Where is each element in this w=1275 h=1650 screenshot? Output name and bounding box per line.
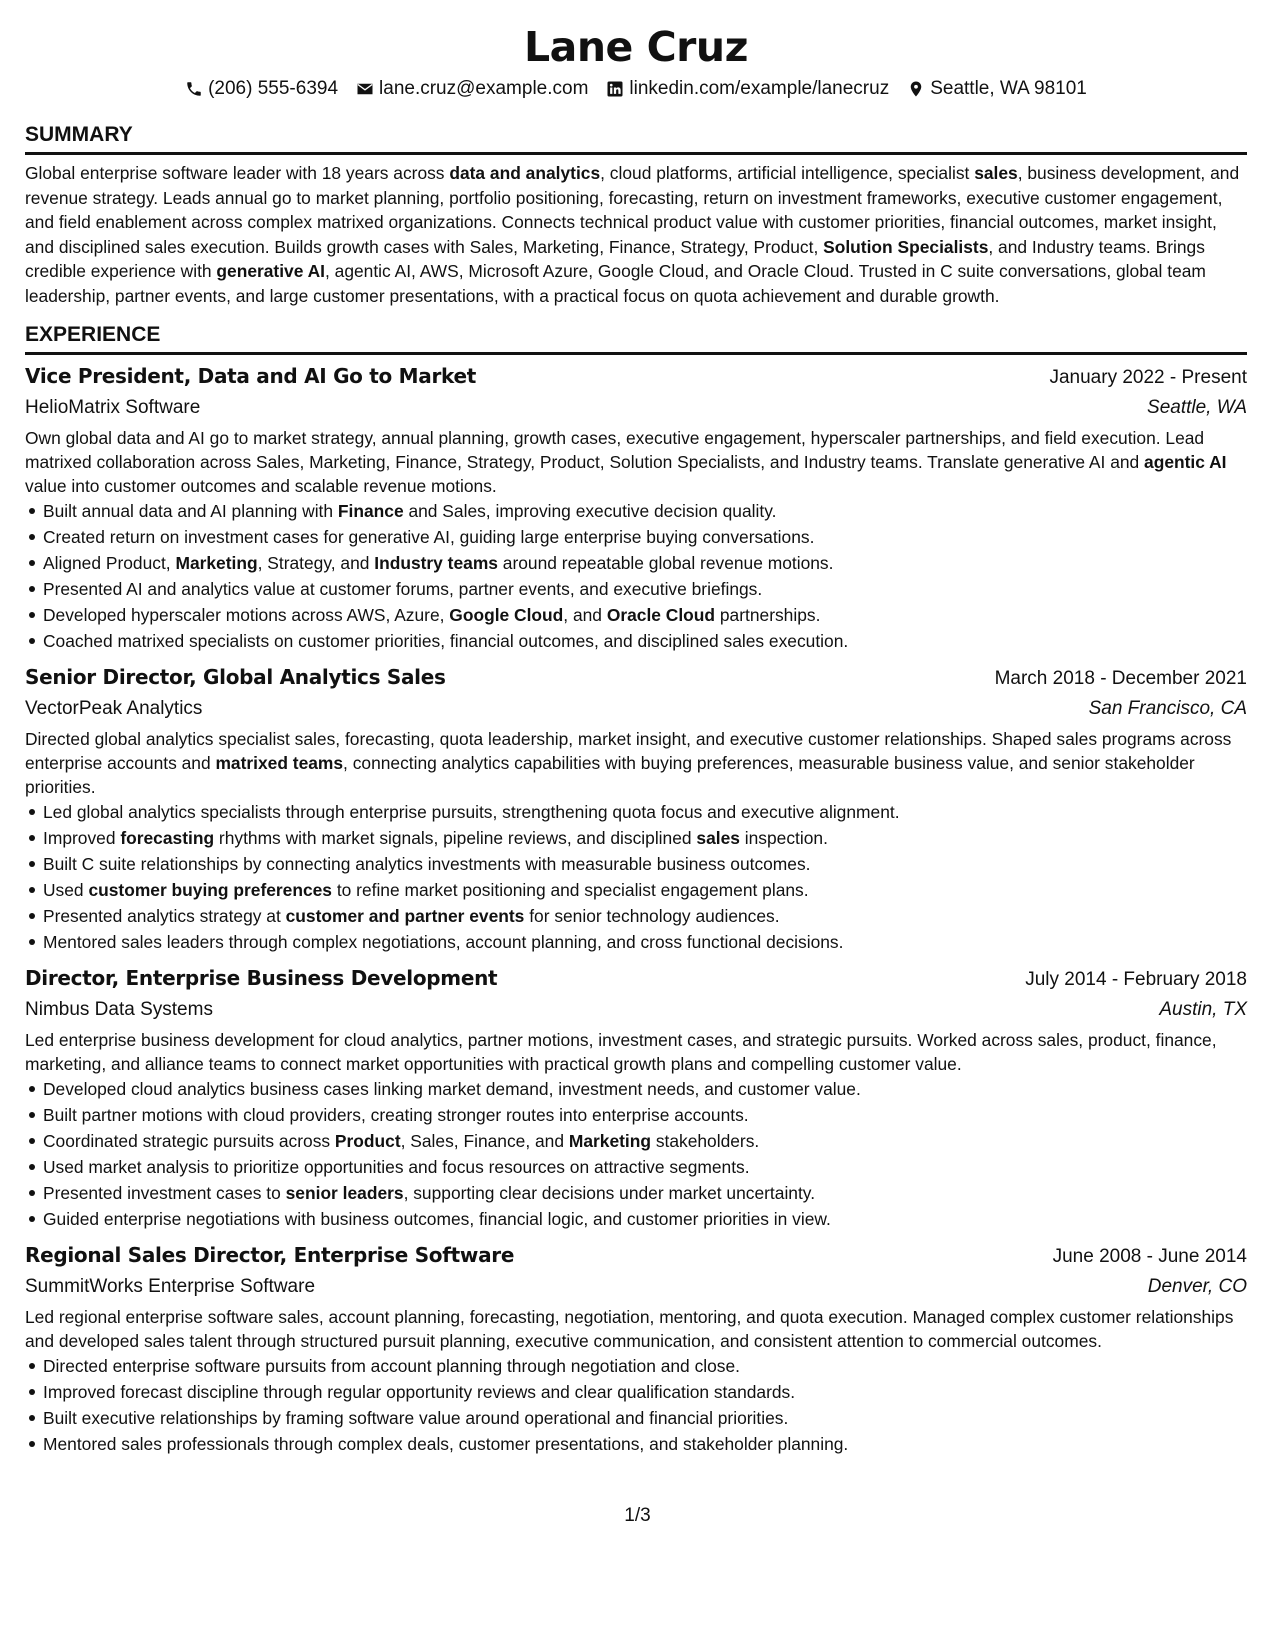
resume-page (25, 22, 1247, 1457)
bullet-item: Built executive relationships by framing software value around operational and financial priorities. (25, 1405, 1247, 1431)
bullet-item: Improved forecast discipline through regular opportunity reviews and clear qualification standards. (25, 1379, 1247, 1405)
bullet-item: Coordinated strategic pursuits across Product, Sales, Finance, and Marketing stakeholders. (25, 1128, 1247, 1154)
job-description: Led regional enterprise software sales, account planning, forecasting, negotiation, mentoring, and quota execution. Managed complex customer relationships and developed sales talent through structured pursuit planning, executive communication, and consistent attention to commercial outcomes. (25, 1307, 1234, 1351)
job-bullets (25, 1353, 1247, 1457)
envelope-icon (356, 80, 374, 98)
job-header-row (25, 963, 1247, 995)
bold-text: Industry teams (374, 553, 498, 573)
page-number: 1/3 (624, 1505, 651, 1526)
job-header-row (25, 1240, 1247, 1272)
summary-section (25, 122, 1247, 308)
bold-text: Oracle Cloud (606, 605, 716, 625)
job-title: Senior Director, Global Analytics Sales (25, 665, 446, 689)
company-name: Nimbus Data Systems (25, 999, 213, 1020)
linkedin-icon (606, 80, 624, 98)
company-name: SummitWorks Enterprise Software (25, 1276, 316, 1297)
bold-text: data and analytics (449, 163, 601, 183)
bullet-item: Mentored sales professionals through complex deals, customer presentations, and stakeholder planning. (25, 1431, 1247, 1457)
bold-text: Google Cloud (449, 605, 564, 625)
bold-text: customer and partner events (285, 906, 525, 926)
job-entry (25, 361, 1247, 654)
bullet-item: Built partner motions with cloud providers, creating stronger routes into enterprise accounts. (25, 1102, 1247, 1128)
bold-text: agentic AI (1144, 452, 1227, 472)
contact-email[interactable] (356, 76, 588, 102)
bullet-item: Coached matrixed specialists on customer priorities, financial outcomes, and disciplined sales execution. (25, 628, 1247, 654)
map-pin-icon (907, 80, 925, 98)
bold-text: matrixed teams (215, 753, 344, 773)
bold-text: Product (334, 1131, 401, 1151)
job-header-row (25, 361, 1247, 393)
bullet-item: Aligned Product, Marketing, Strategy, and Industry teams around repeatable global revenue motions. (25, 550, 1247, 576)
job-dates: March 2018 - December 2021 (994, 668, 1247, 689)
job-company-row (25, 1272, 1247, 1302)
job-description: Directed global analytics specialist sales, forecasting, quota leadership, market insight, and executive customer relationships. Shaped sales programs across enterprise accounts and matrixed teams, connecting analytics capabilities with buying preferences, measurable business value, and senior stakeholder priorities. (25, 729, 1232, 797)
job-company-row (25, 694, 1247, 724)
bold-text: sales (974, 163, 1018, 183)
job-title: Director, Enterprise Business Development (25, 966, 498, 990)
bold-text: Marketing (568, 1131, 651, 1151)
bold-text: sales (696, 828, 740, 848)
company-name: VectorPeak Analytics (25, 698, 203, 719)
bold-text: senior leaders (285, 1183, 404, 1203)
bold-text: forecasting (120, 828, 215, 848)
bullet-item: Directed enterprise software pursuits from account planning through negotiation and close. (25, 1353, 1247, 1379)
job-title: Regional Sales Director, Enterprise Software (25, 1243, 515, 1267)
bold-text: customer buying preferences (88, 880, 332, 900)
experience-section (25, 322, 1247, 1457)
job-header-row (25, 662, 1247, 694)
job-bullets (25, 498, 1247, 654)
job-title: Vice President, Data and AI Go to Market (25, 364, 476, 388)
bold-text: Marketing (175, 553, 258, 573)
job-dates: June 2008 - June 2014 (1052, 1246, 1247, 1267)
job-description: Led enterprise business development for cloud analytics, partner motions, investment cases, and strategic pursuits. Worked across sales, product, finance, marketing, and alliance teams to connect market opportunities with practical growth plans and compelling customer value. (25, 1030, 1217, 1074)
summary-text: Global enterprise software leader with 18 years across data and analytics, cloud platforms, artificial intelligence, specialist sales, business development, and revenue strategy. Leads annual go to market planning, portfolio positioning, forecasting, return on investment frameworks, executive customer engagement, and field enablement across complex matrixed organizations. Connects technical product value with customer priorities, financial outcomes, market insight, and disciplined sales execution. Builds growth cases with Sales, Marketing, Finance, Strategy, Product, Solution Specialists, and Industry teams. Brings credible experience with generative AI, agentic AI, AWS, Microsoft Azure, Google Cloud, and Oracle Cloud. Trusted in C suite conversations, global team leadership, partner events, and large customer presentations, with a practical focus on quota achievement and durable growth. (25, 163, 1240, 306)
linkedin-text: linkedin.com/example/lanecruz (629, 78, 890, 99)
location-text: Seattle, WA 98101 (930, 78, 1087, 99)
bullet-item: Used market analysis to prioritize opportunities and focus resources on attractive segments. (25, 1154, 1247, 1180)
job-list (25, 361, 1247, 1457)
phone-text: (206) 555-6394 (208, 78, 339, 99)
job-bullets (25, 1076, 1247, 1232)
job-entry (25, 662, 1247, 955)
bullet-item: Presented analytics strategy at customer and partner events for senior technology audiences. (25, 903, 1247, 929)
bold-text: Finance (337, 501, 404, 521)
phone-icon (185, 80, 203, 98)
bold-text: Solution Specialists (823, 236, 989, 257)
job-location: San Francisco, CA (1088, 698, 1247, 719)
email-text: lane.cruz@example.com (379, 78, 589, 99)
job-bullets (25, 799, 1247, 955)
bullet-item: Built C suite relationships by connecting analytics investments with measurable business outcomes. (25, 851, 1247, 877)
job-location: Seattle, WA (1147, 397, 1247, 418)
job-description: Own global data and AI go to market strategy, annual planning, growth cases, executive engagement, hyperscaler partnerships, and field execution. Lead matrixed collaboration across Sales, Marketing, Finance, Strategy, Product, Solution Specialists, and Industry teams. Translate generative AI and agentic AI value into customer outcomes and scalable revenue motions. (25, 428, 1227, 496)
job-company-row (25, 995, 1247, 1025)
job-location: Austin, TX (1159, 999, 1247, 1020)
bullet-item: Developed hyperscaler motions across AWS, Azure, Google Cloud, and Oracle Cloud partnerships. (25, 602, 1247, 628)
company-name: HelioMatrix Software (25, 397, 201, 418)
job-entry (25, 1240, 1247, 1457)
bullet-item: Built annual data and AI planning with Finance and Sales, improving executive decision quality. (25, 498, 1247, 524)
bullet-item: Improved forecasting rhythms with market signals, pipeline reviews, and disciplined sales inspection. (25, 825, 1247, 851)
bold-text: generative AI (216, 261, 325, 281)
section-title-summary: SUMMARY (25, 122, 1247, 155)
job-location: Denver, CO (1147, 1276, 1247, 1297)
candidate-name: Lane Cruz (524, 23, 748, 71)
contact-location (907, 76, 1087, 102)
bullet-item: Presented AI and analytics value at customer forums, partner events, and executive briefings. (25, 576, 1247, 602)
contact-linkedin[interactable] (606, 76, 889, 102)
job-entry (25, 963, 1247, 1232)
bullet-item: Led global analytics specialists through enterprise pursuits, strengthening quota focus and executive alignment. (25, 799, 1247, 825)
section-title-experience: EXPERIENCE (25, 322, 1247, 355)
bullet-item: Mentored sales leaders through complex negotiations, account planning, and cross functional decisions. (25, 929, 1247, 955)
bullet-item: Used customer buying preferences to refine market positioning and specialist engagement plans. (25, 877, 1247, 903)
contact-bar (25, 76, 1247, 102)
job-dates: January 2022 - Present (1049, 367, 1247, 388)
bullet-item: Created return on investment cases for generative AI, guiding large enterprise buying conversations. (25, 524, 1247, 550)
job-company-row (25, 393, 1247, 423)
contact-phone[interactable] (185, 76, 338, 102)
job-dates: July 2014 - February 2018 (1025, 969, 1247, 990)
bullet-item: Guided enterprise negotiations with business outcomes, financial logic, and customer priorities in view. (25, 1206, 1247, 1232)
bullet-item: Developed cloud analytics business cases linking market demand, investment needs, and customer value. (25, 1076, 1247, 1102)
bullet-item: Presented investment cases to senior leaders, supporting clear decisions under market uncertainty. (25, 1180, 1247, 1206)
